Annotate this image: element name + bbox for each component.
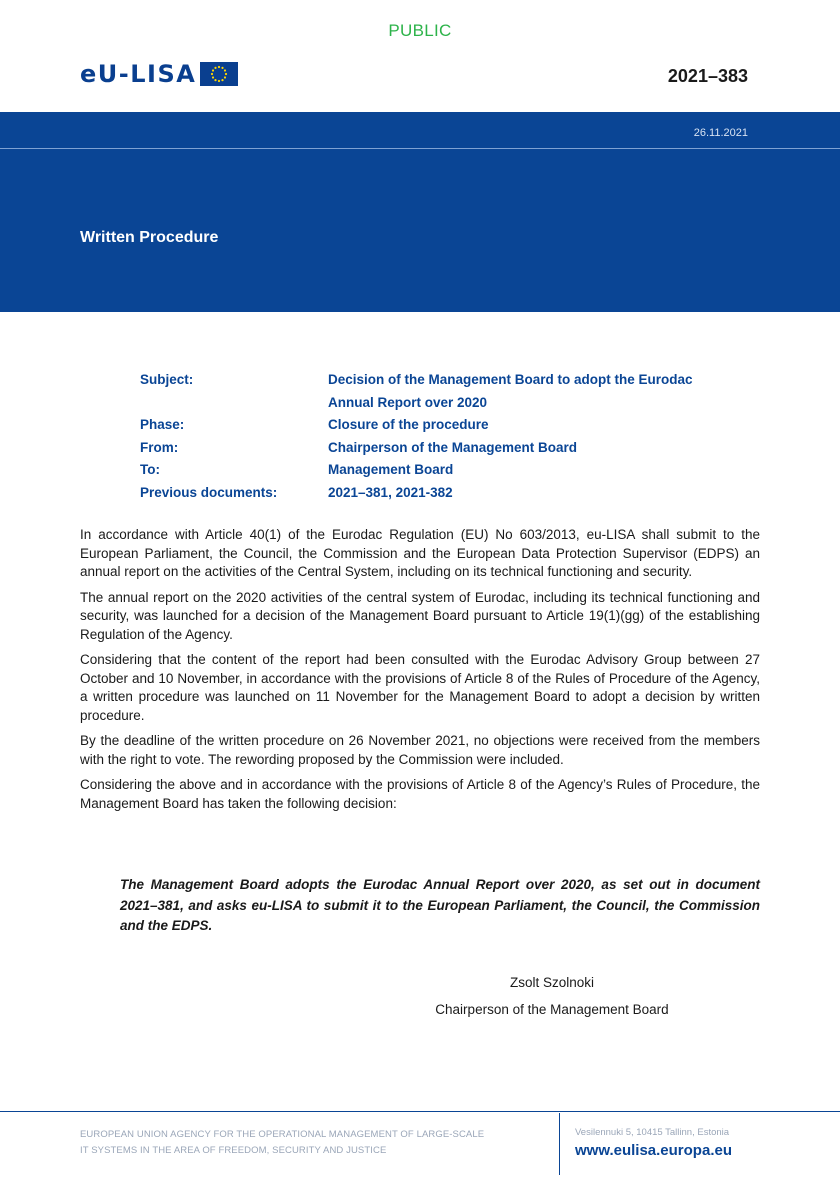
body-paragraph: By the deadline of the written procedure on 26 November 2021, no objections were received from the members with the right to vote. The rewording proposed by the Commission were included. [80, 733, 760, 767]
footer-website-link[interactable]: www.eulisa.europa.eu [575, 1142, 732, 1159]
footer-address: Vesilennuki 5, 10415 Tallinn, Estonia [575, 1127, 730, 1138]
signatory-role: Chairperson of the Management Board [435, 1002, 669, 1017]
document-date: 26.11.2021 [693, 127, 748, 139]
logo-text: eU-LISA [80, 60, 197, 88]
body-paragraph: Considering that the content of the report had been consulted with the Eurodac Advisory Group between 27 October and 10 November, in accordance with the provisions of Article 8 of the Rules of Procedure of the Agency, a written procedure was launched on 11 November for the Management Board to adopt a decision by written procedure. [80, 652, 760, 723]
footer-agency-line: IT SYSTEMS IN THE AREA OF FREEDOM, SECURITY AND JUSTICE [80, 1145, 387, 1156]
procedure-metadata [140, 369, 700, 504]
meta-value: Decision of the Management Board to adopt the Eurodac Annual Report over 2020 [328, 372, 693, 410]
meta-value: Management Board [328, 462, 454, 477]
meta-value: Closure of the procedure [328, 417, 489, 432]
header-banner [0, 112, 840, 312]
body-paragraph: The annual report on the 2020 activities of the central system of Eurodac, including its technical functioning and security, was launched for a decision of the Management Board pursuant to Article 19(1)(gg) of the establishing Regulation of the Agency. [80, 589, 760, 642]
document-number: 2021–383 [667, 66, 748, 86]
decision-statement: The Management Board adopts the Eurodac Annual Report over 2020, as set out in document 2021–381, and asks eu-LISA to submit it to the European Parliament, the Council, the Commission and the EDPS. [120, 877, 760, 933]
footer-agency-line: EUROPEAN UNION AGENCY FOR THE OPERATIONAL MANAGEMENT OF LARGE-SCALE [80, 1129, 485, 1140]
classification-label: PUBLIC [388, 21, 452, 40]
body-text [80, 526, 760, 820]
meta-row-from [140, 437, 700, 460]
body-paragraph: Considering the above and in accordance with the provisions of Article 8 of the Agency’s Rules of Procedure, the Management Board has taken the following decision: [80, 777, 760, 811]
meta-row-to [140, 459, 700, 482]
meta-label: From: [140, 439, 179, 455]
meta-label: Subject: [140, 372, 194, 387]
footer-vertical-divider [559, 1113, 560, 1175]
meta-row-previous-documents [140, 482, 700, 505]
body-paragraph: In accordance with Article 40(1) of the Eurodac Regulation (EU) No 603/2013, eu-LISA shall submit to the European Parliament, the Council, the Commission and the European Data Protection Supervisor (EDPS) an annual report on the activities of the Central System, including on its technical functioning and security. [80, 527, 760, 579]
document-title: Written Procedure [80, 229, 219, 246]
meta-label: To: [140, 462, 160, 477]
banner-divider [0, 148, 840, 149]
signatory-name: Zsolt Szolnoki [509, 975, 595, 990]
meta-label: Phase: [140, 417, 185, 432]
meta-value: Chairperson of the Management Board [328, 439, 578, 455]
footer-divider [0, 1111, 840, 1112]
footer-agency-name [80, 1127, 540, 1159]
meta-label: Previous documents: [140, 484, 278, 500]
eu-lisa-logo [80, 62, 238, 86]
eu-flag-icon [200, 62, 238, 86]
meta-row-subject [140, 369, 700, 414]
meta-row-phase [140, 414, 700, 437]
meta-value: 2021–381, 2021-382 [328, 484, 453, 500]
